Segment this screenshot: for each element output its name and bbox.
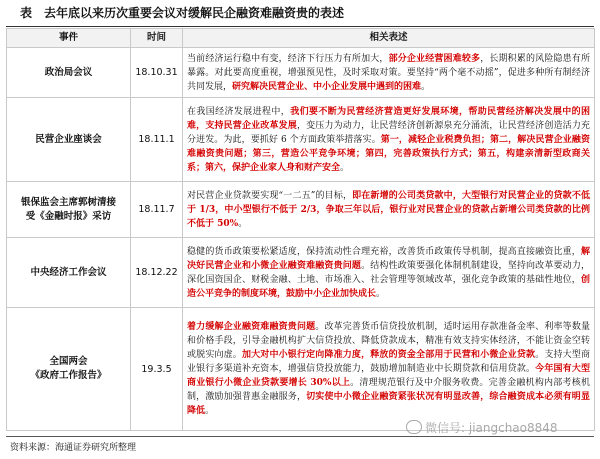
description-text: 。 bbox=[376, 288, 386, 299]
column-header-event: 事件 bbox=[7, 29, 131, 48]
description-cell bbox=[183, 238, 595, 308]
highlight-text: 今年国有大型商业银行小微企业贷款要增长 30%以上 bbox=[187, 364, 590, 388]
event-name-line: 民营企业座谈会 bbox=[35, 133, 102, 145]
description-cell bbox=[183, 48, 595, 98]
description-text: 稳健的货币政策要松紧适度，保持流动性合理充裕，改善货币政策传导机制，提高直接融资比重， bbox=[187, 246, 581, 257]
description-text: 。 bbox=[340, 162, 350, 173]
time-cell: 18.11.7 bbox=[131, 182, 183, 238]
description-text: 。 bbox=[238, 218, 248, 229]
event-cell bbox=[7, 308, 131, 431]
event-name-line: 《政府工作报告》 bbox=[30, 370, 107, 381]
description-cell bbox=[183, 98, 595, 182]
table-row bbox=[7, 48, 595, 98]
description-text: 。 bbox=[205, 406, 215, 416]
highlight-text: 加大对中小银行定向降准力度，释放的资金全部用于民营和小微企业贷款 bbox=[241, 350, 536, 360]
description-text: ，变压力为动力，让民营经济创新源泉充分涌流，让民营经济创造活力充分迸发。为此，要抓好 6 个方面政策举措落实。 bbox=[187, 120, 590, 145]
description-text: 当前经济运行稳中有变，经济下行压力有所加大， bbox=[187, 53, 389, 64]
highlight-text: 我们要不断为民营经济营造更好发展环境，帮助民营经济解决发展中的困难，支持民营企业改革发展 bbox=[187, 106, 590, 131]
highlight-text: 创造公平竞争的制度环境，鼓励中小企业加快成长 bbox=[187, 274, 590, 299]
table-row bbox=[7, 238, 595, 308]
highlight-text: 即在新增的公司类贷款中，大型银行对民营企业的贷款不低于 1/3，中小型银行不低于 2/3，争取三年以后，银行业对民营企业的贷款占新增公司类贷款的比例不低于 50% bbox=[187, 190, 590, 229]
highlight-text: 着力缓解企业融资难融资贵问题 bbox=[187, 322, 316, 332]
highlight-text: 解决好民营企业和小微企业融资难融资贵问题 bbox=[187, 246, 590, 271]
highlight-text: 研究解决民营企业、中小企业发展中遇到的困难 bbox=[232, 81, 422, 92]
event-cell bbox=[7, 48, 131, 98]
event-name-line: 受《金融时报》采访 bbox=[25, 210, 112, 222]
table-header-row bbox=[7, 29, 595, 48]
highlight-text: 切实使中小微企业融资紧张状况有明显改善，综合融资成本必须有明显降低 bbox=[187, 392, 590, 416]
table-title-text: 去年底以来历次重要会议对缓解民企融资难融资贵的表述 bbox=[44, 6, 345, 20]
description-text: ，长期积累的风险隐患有所暴露。对此要高度重视，增强预见性，及时采取对策。要坚持“两个毫不动摇”，促进多种所有制经济共同发展， bbox=[187, 53, 590, 92]
description-cell bbox=[183, 182, 595, 238]
description-text: 。 bbox=[421, 81, 431, 92]
event-cell bbox=[7, 238, 131, 308]
event-name-line: 全国两会 bbox=[49, 356, 88, 367]
table-title bbox=[20, 4, 580, 22]
time-cell: 18.12.22 bbox=[131, 238, 183, 308]
time-cell: 19.3.5 bbox=[131, 308, 183, 431]
time-cell: 18.11.1 bbox=[131, 98, 183, 182]
highlight-text: 第一，减轻企业税费负担；第二，解决民营企业融资难融资贵问题；第三，营造公平竞争环境；第四，完善政策执行方式；第五，构建亲清新型政商关系；第六，保护企业家人身和财产安全 bbox=[187, 134, 590, 173]
event-name-line: 中央经济工作会议 bbox=[30, 266, 107, 278]
bottom-rule bbox=[6, 436, 594, 437]
description-text: 对民营企业贷款要实现“一二五”的目标， bbox=[187, 190, 353, 201]
watermark bbox=[406, 420, 558, 436]
event-name-line: 政治局会议 bbox=[44, 66, 93, 78]
table-body bbox=[7, 48, 595, 431]
event-name-line: 银保监会主席郭树清接 bbox=[20, 196, 116, 208]
source-note: 资料来源：海通证券研究所整理 bbox=[10, 443, 137, 453]
time-cell: 18.10.31 bbox=[131, 48, 183, 98]
description-text: 。改革完善货币信贷投放机制，适时运用存款准备金率、利率等数量和价格手段，引导金融机构扩大信贷投放、降低贷款成本，精准有效支持实体经济，不能让资金空转或脱实向虚。 bbox=[187, 322, 590, 360]
title-rule bbox=[6, 26, 594, 27]
column-header-time: 时间 bbox=[131, 29, 183, 48]
event-cell bbox=[7, 182, 131, 238]
description-cell bbox=[183, 308, 595, 431]
column-header-description: 相关表述 bbox=[183, 29, 595, 48]
highlight-text: 部分企业经营困难较多 bbox=[388, 53, 481, 64]
description-text: 在我国经济发展进程中， bbox=[187, 106, 291, 117]
table-label: 表 bbox=[20, 6, 33, 20]
description-text: 。清理规范银行及中介服务收费。完善金融机构内部考核机制，激励加强普惠金融服务， bbox=[187, 378, 590, 402]
table-row bbox=[7, 182, 595, 238]
description-text: 。支持大型商业银行多渠道补充资本，增强信贷投放能力，鼓励增加制造业中长期贷款和信用贷款。 bbox=[187, 350, 590, 374]
meetings-table bbox=[6, 28, 595, 431]
table-row bbox=[7, 308, 595, 431]
event-cell bbox=[7, 98, 131, 182]
description-text: 。结构性政策要强化体制机制建设，坚持向改革要动力，深化国资国企、财税金融、土地、市场准入、社会管理等领域改革，强化竞争政策的基础性地位， bbox=[187, 260, 590, 285]
table-row bbox=[7, 98, 595, 182]
wechat-icon bbox=[406, 420, 422, 434]
watermark-text: 微信号: jiangchao8848 bbox=[425, 421, 558, 435]
